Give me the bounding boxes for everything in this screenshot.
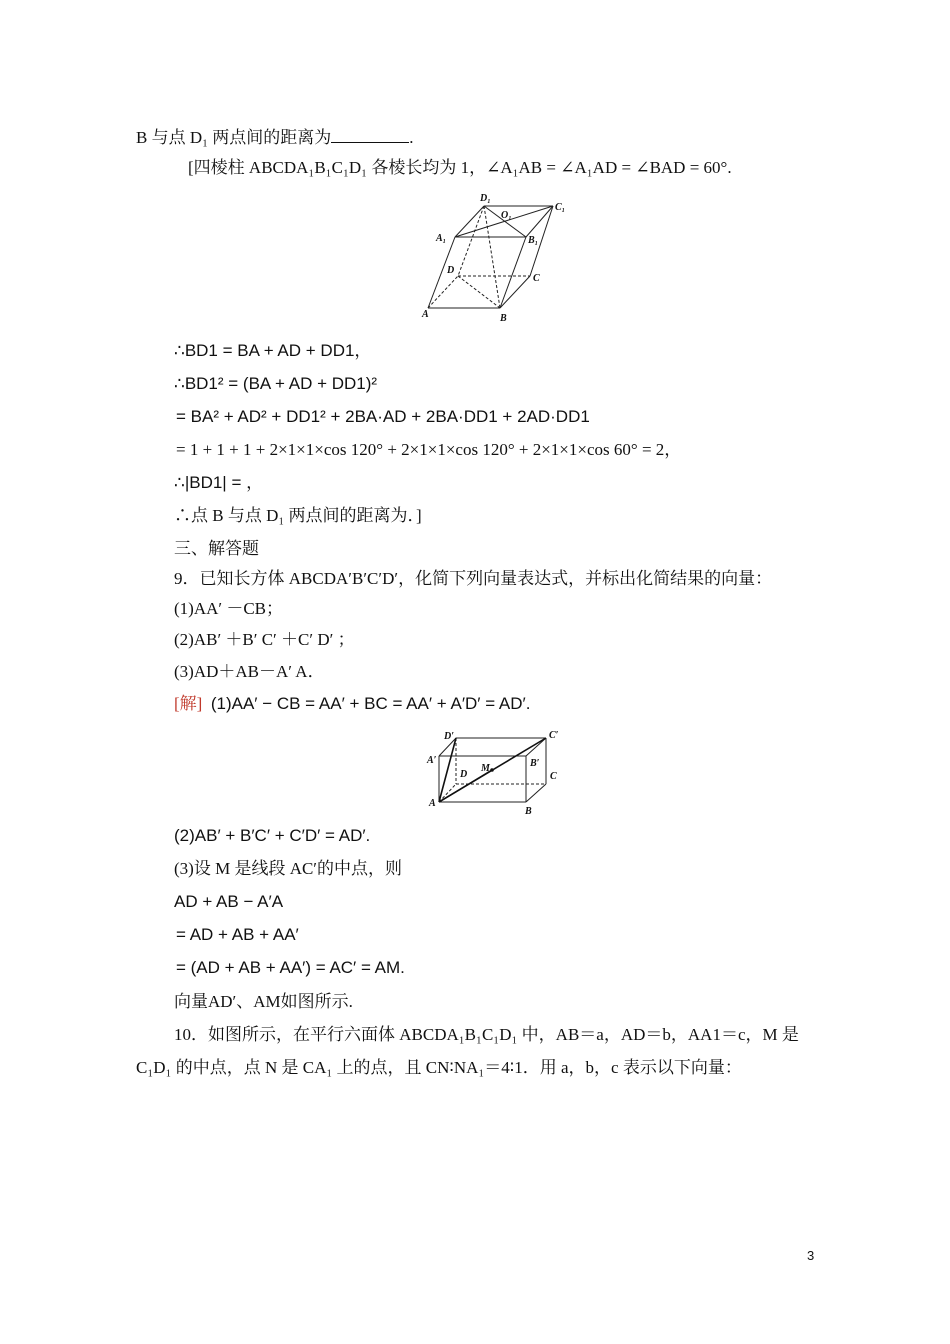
label: O₁	[501, 210, 512, 221]
text-line: = BA² + AD² + DD1² + 2BA·AD + 2BA·DD1 + 2AD·DD1	[176, 407, 590, 426]
text-line: = 1 + 1 + 1 + 2×1×1×cos 120° + 2×1×1×cos 120° + 2×1×1×cos 60° = 2，	[176, 440, 682, 459]
label: A′	[427, 755, 437, 766]
text-line: (3)设 M 是线段 AC′的中点，则	[174, 859, 403, 878]
page-number: 3	[807, 1248, 815, 1263]
text-line	[136, 124, 414, 150]
text-line: = AD + AB + AA′	[176, 925, 299, 944]
cuboid-figure	[424, 726, 574, 816]
section-heading: 三、解答题	[174, 539, 259, 558]
label: D′	[444, 731, 455, 742]
text-line: ∴|BD1| = ，	[174, 473, 264, 492]
label: A₁	[436, 233, 447, 244]
label: C	[550, 771, 557, 782]
question-fragment: B 与点 D₁ 两点间的距离为	[136, 128, 332, 147]
text-line: (2)AB′ ＋B′ C′ ＋C′ D′ ；	[174, 630, 355, 649]
text-line: 9．已知长方体 ABCDA′B′C′D′，化简下列向量表达式，并标出化简结果的向量：	[174, 569, 773, 588]
text-line: AD + AB − A′A	[174, 892, 284, 911]
text-line: ∴BD1 = BA + AD + DD1，	[174, 341, 372, 360]
label: M	[481, 763, 490, 774]
solution-tag: [解]	[174, 694, 203, 713]
label: B′	[530, 758, 540, 769]
text-line: 向量AD′、AM如图所示.	[174, 992, 353, 1011]
period: .	[409, 128, 414, 147]
text-line: = (AD + AB + AA′) = AC′ = AM.	[176, 958, 405, 977]
label: D₁	[480, 193, 491, 204]
label: D	[460, 769, 468, 780]
label: B	[525, 806, 532, 816]
text-line: (3)AD＋AB－A′ A．	[174, 662, 325, 681]
label: C₁	[555, 202, 566, 213]
label: B	[500, 313, 507, 324]
solution-text: (1)AA′ − CB = AA′ + BC = AA′ + A′D′ = AD′.	[210, 694, 531, 713]
label: C′	[549, 730, 559, 741]
text-line: 10．如图所示，在平行六面体 ABCDA₁B₁C₁D₁ 中，AB＝a，AD＝b，AA1＝c，M 是	[174, 1025, 799, 1044]
text-line	[174, 692, 530, 716]
label: A	[429, 798, 436, 809]
parallelepiped-figure	[418, 190, 578, 326]
text-line: (2)AB′ + B′C′ + C′D′ = AD′.	[174, 826, 371, 845]
label: C	[533, 273, 540, 284]
label: D	[447, 265, 455, 276]
text-line: C₁D₁ 的中点，点 N 是 CA₁ 上的点，且 CN∶NA₁＝4∶1．用 a，b，c 表示以下向量：	[136, 1058, 742, 1077]
label: B₁	[528, 235, 539, 246]
answer-blank	[331, 124, 409, 143]
text-line: ∴点 B 与点 D₁ 两点间的距离为．]	[174, 506, 422, 525]
text-line: ∴BD1² = (BA + AD + DD1)²	[174, 374, 378, 393]
text-line: (1)AA′ －CB；	[174, 599, 284, 618]
text-line: [四棱柱 ABCDA₁B₁C₁D₁ 各棱长均为 1，∠A₁AB = ∠A₁AD = ∠BAD = 60°.	[188, 158, 732, 177]
label: A	[422, 309, 429, 320]
